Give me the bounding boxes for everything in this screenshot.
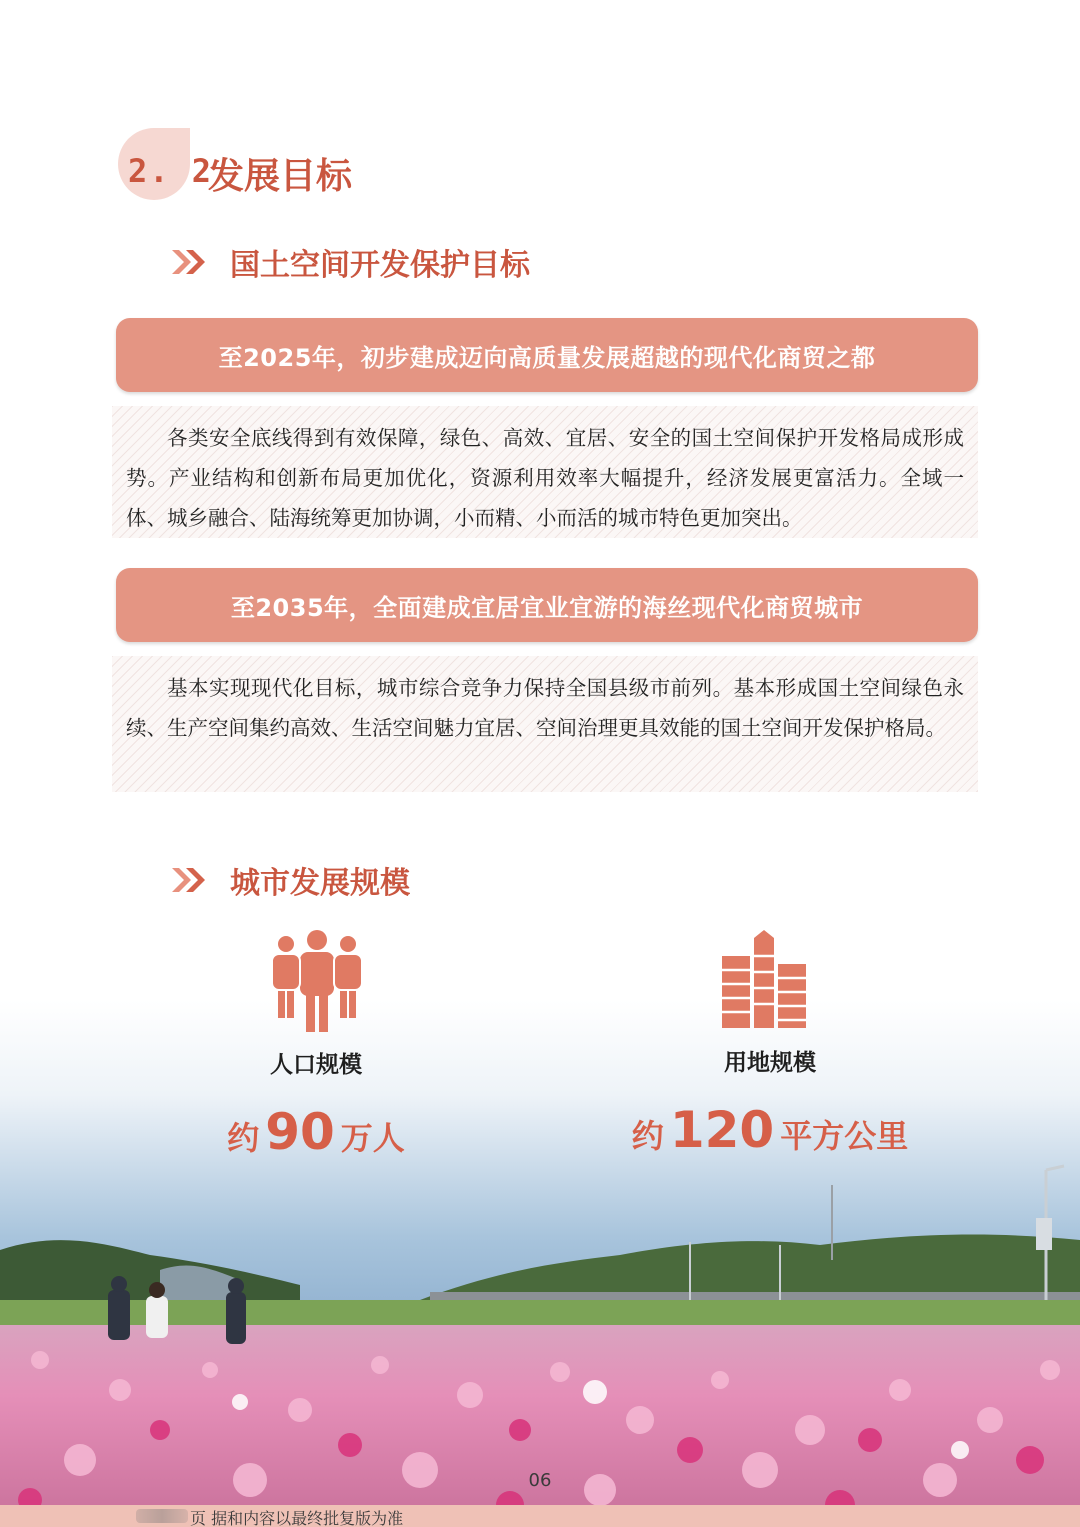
- subsection-heading-land: [170, 240, 530, 284]
- stat-prefix: 约: [631, 1117, 664, 1155]
- stat-label: 用地规模: [724, 1050, 816, 1076]
- goal-banner-2025: 至2025年，初步建成迈向高质量发展超越的现代化商贸之都: [116, 318, 978, 392]
- stat-number: 120: [669, 1101, 775, 1159]
- buildings-icon: [722, 928, 806, 1028]
- goal-text-2035: 基本实现现代化目标，城市综合竞争力保持全国县级市前列。基本形成国土空间绿色永续、生产空间集约高效、生活空间魅力宜居、空间治理更具效能的国土空间开发保护格局。: [126, 676, 964, 740]
- stat-value-row: [610, 1101, 930, 1159]
- section-heading: 发展目标: [208, 156, 353, 197]
- footer-note: 页 据和内容以最终批复版为准: [190, 1509, 404, 1527]
- stat-value-row: [216, 1103, 416, 1161]
- stat-unit: 万人: [340, 1119, 405, 1157]
- stat-population: [216, 1046, 416, 1161]
- stat-unit: 平方公里: [780, 1117, 909, 1155]
- footer-bar: [0, 1505, 1080, 1527]
- stat-label: 人口规模: [270, 1052, 362, 1078]
- double-chevron-icon: [170, 865, 210, 895]
- footer-blurred-text: [136, 1509, 188, 1523]
- double-chevron-icon: [170, 247, 210, 277]
- goal-text-2025: 各类安全底线得到有效保障，绿色、高效、宜居、安全的国土空间保护开发格局成形成势。产业结构和创新布局更加优化，资源利用效率大幅提升，经济发展更富活力。全域一体、城乡融合、陆海统筹更加协调，小而精、小而活的城市特色更加突出。: [126, 426, 964, 530]
- people-icon: [270, 930, 364, 1032]
- section-title: [118, 128, 518, 200]
- goal-text-box-2035: [112, 656, 978, 792]
- section-number: 2. 2: [128, 152, 214, 190]
- goal-banner-2035: 至2035年，全面建成宜居宜业宜游的海丝现代化商贸城市: [116, 568, 978, 642]
- subsection-title: 国土空间开发保护目标: [230, 248, 530, 283]
- stat-prefix: 约: [227, 1119, 260, 1157]
- stat-land-area: [610, 1044, 930, 1159]
- subsection-heading-scale: [170, 858, 410, 902]
- stat-number: 90: [265, 1103, 335, 1161]
- subsection-title: 城市发展规模: [230, 866, 410, 901]
- page-number: 06: [528, 1470, 552, 1491]
- goal-text-box-2025: [112, 406, 978, 538]
